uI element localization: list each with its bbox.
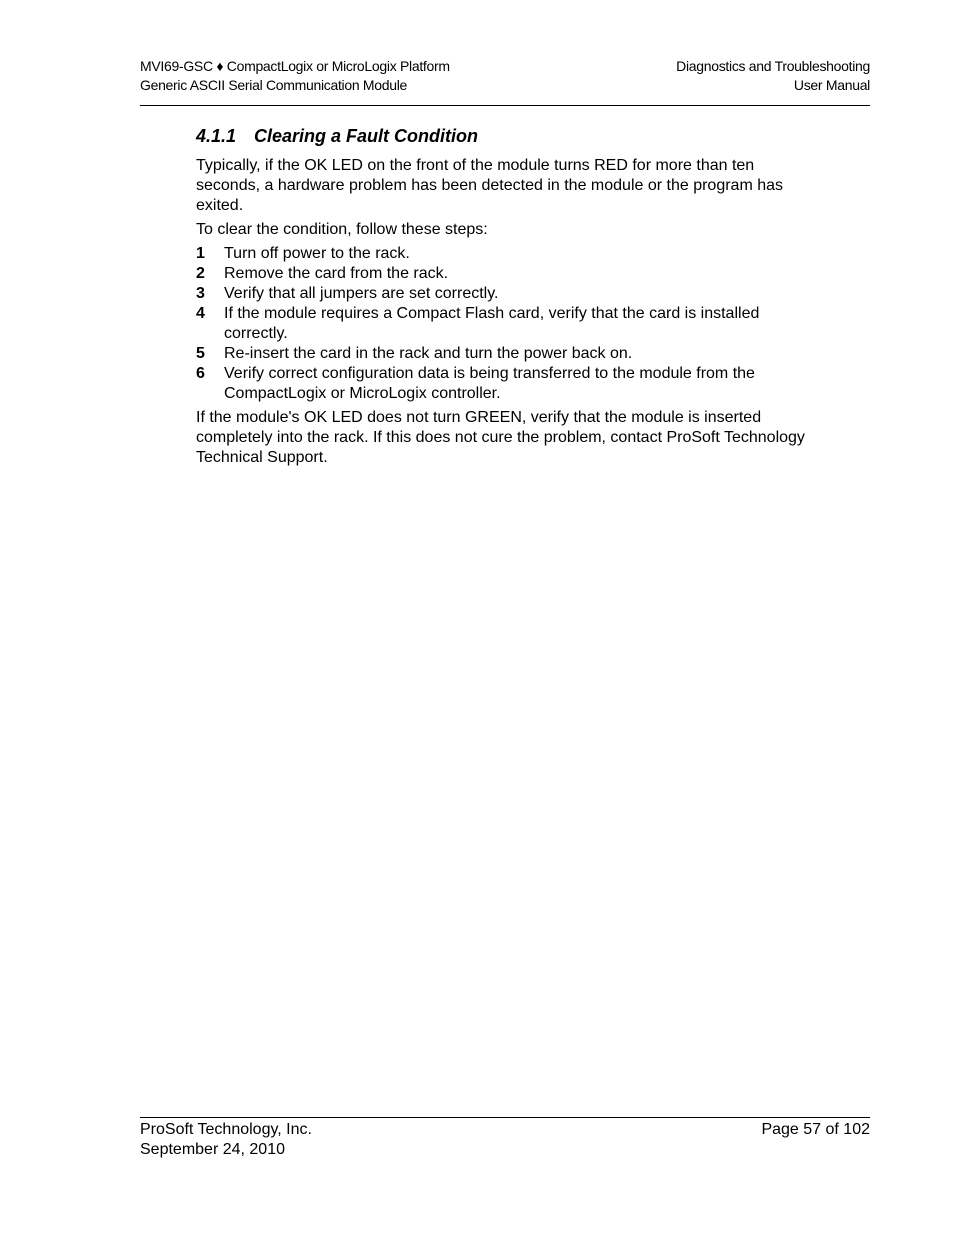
header-left [140, 57, 450, 95]
step-number: 2 [196, 265, 205, 282]
section-title: Clearing a Fault Condition [254, 126, 478, 146]
list-item [196, 264, 816, 284]
closing-paragraph: If the module's OK LED does not turn GREEN, verify that the module is inserted completely into the rack. If this does not cure the problem, contact ProSoft Technology Technical Support. [196, 409, 805, 466]
step-number: 6 [196, 365, 205, 382]
step-text: Remove the card from the rack. [224, 265, 449, 282]
list-item [196, 284, 816, 304]
footer-date: September 24, 2010 [140, 1141, 285, 1158]
list-item [196, 344, 816, 364]
steps-list [196, 244, 816, 404]
steps-lead-paragraph: To clear the condition, follow these steps: [196, 221, 488, 238]
step-number: 3 [196, 285, 205, 302]
footer-right [761, 1120, 870, 1140]
header-right [676, 57, 870, 95]
header-doc-type: User Manual [793, 77, 870, 93]
step-number: 4 [196, 305, 205, 322]
footer-company: ProSoft Technology, Inc. [140, 1121, 312, 1138]
footer-left [140, 1120, 312, 1160]
step-text: Verify that all jumpers are set correctly. [224, 285, 499, 302]
list-item [196, 364, 816, 404]
intro-paragraph: Typically, if the OK LED on the front of the module turns RED for more than ten seconds, a hardware problem has been detected in the module or the program has exited. [196, 157, 784, 214]
page-footer [140, 1117, 870, 1160]
step-text: Verify correct configuration data is being transferred to the module from the CompactLogix or MicroLogix controller. [224, 365, 755, 402]
page-number: Page 57 of 102 [761, 1121, 870, 1138]
header-chapter-title: Diagnostics and Troubleshooting [676, 58, 870, 74]
step-number: 5 [196, 345, 205, 362]
step-text: Turn off power to the rack. [224, 245, 410, 262]
page-content [196, 124, 816, 472]
step-text: Re-insert the card in the rack and turn the power back on. [224, 345, 633, 362]
list-item [196, 244, 816, 264]
page-header [140, 57, 870, 106]
header-product-title: MVI69-GSC ♦ CompactLogix or MicroLogix Platform [140, 58, 450, 74]
list-item [196, 304, 816, 344]
section-number: 4.1.1 [196, 126, 237, 146]
step-number: 1 [196, 245, 205, 262]
step-text: If the module requires a Compact Flash card, verify that the card is installed correctly. [224, 305, 760, 342]
section-heading [196, 124, 816, 148]
header-module-name: Generic ASCII Serial Communication Module [140, 77, 408, 93]
